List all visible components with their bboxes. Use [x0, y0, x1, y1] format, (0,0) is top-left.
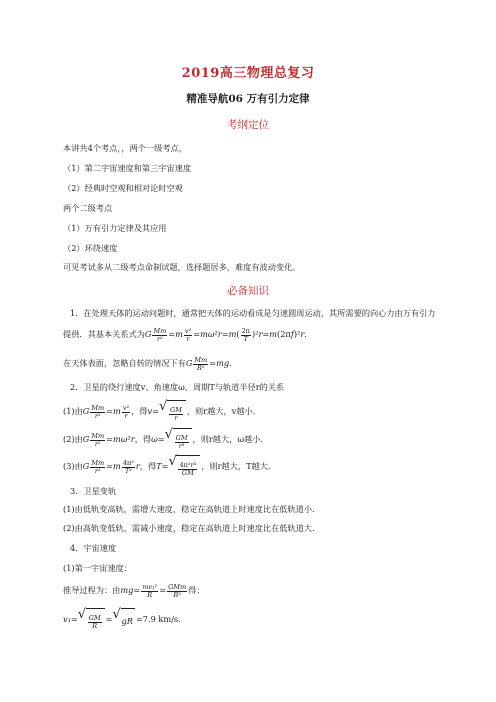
section-heading-syllabus: 考纲定位 — [227, 119, 269, 131]
knowledge-p3-title: 3．卫星变轨 — [70, 486, 117, 496]
section-heading-knowledge: 必备知识 — [227, 285, 269, 297]
p1-line2-prefix: 提供．其基本关系式为 — [63, 329, 145, 339]
knowledge-p1-line3: 在天体表面，忽略自转的情况下有G $\frac{Mm}{\text{R²}}$ =mg. — [63, 355, 232, 372]
knowledge-p2-title: 2．卫星的绕行速度v、角速度ω、周期T与轨道半径r的关系 — [70, 382, 285, 392]
knowledge-p4-result: v₁= √ $\frac{GM}{R}$ =√ gR =7.9 km/s. — [63, 608, 181, 632]
document-title: 2019高三物理总复习 — [181, 66, 315, 81]
p1-line3-prefix: 在天体表面，忽略自转的情况下有 — [63, 358, 186, 368]
syllabus-note: 可见考试多从二级考点命制试题，选择题居多，难度有波动变化。 — [63, 262, 301, 272]
syllabus-level2-item-2: （2）环绕速度 — [63, 243, 118, 253]
knowledge-p2-item3: (3)由G $\frac{Mm}{\text{r²}}$ =m $\frac{\text{4π²}}{\text{T²}}$ r，得T= √ $\frac{\text{4π²r³}}{GM}$ ，则r越大，T越大. — [63, 455, 271, 479]
knowledge-p3-item1: (1)由低轨变高轨，需增大速度，稳定在高轨道上时速度比在低轨道小. — [63, 504, 315, 514]
knowledge-p1-line1: 1．在处理天体的运动问题时，通常把天体的运动看成是匀速圆周运动，其所需要的向心力由万有引力 — [70, 308, 436, 318]
knowledge-p1-line2: 提供．其基本关系式为G $\frac{Mm}{\text{r²}}$ =m $\frac{\text{v²}}{r}$ =mω²r=m( $\frac{2\pi}{T}$ )²r=m(2πf)²r. — [63, 326, 307, 343]
knowledge-p2-item1: (1)由G $\frac{Mm}{\text{r²}}$ =m $\frac{\text{v²}}{r}$ ，得v= √ $\frac{GM}{r}$ ，则r越大，v越小. — [63, 400, 255, 424]
syllabus-level2-item-1: （1）万有引力定律及其应用 — [63, 223, 167, 233]
syllabus-level1-item-2: （2）经典时空观和相对论时空观 — [63, 183, 183, 193]
knowledge-p4-item1: (1)第一宇宙速度： — [63, 563, 132, 573]
syllabus-level2-heading: 两个二级考点 — [63, 203, 113, 213]
knowledge-p4-title: 4．宇宙速度 — [70, 543, 117, 553]
knowledge-p3-item2: (2)由高轨变低轨，需减小速度，稳定在高轨道上时速度比在低轨道大. — [63, 523, 315, 533]
knowledge-p4-derivation: 推导过程为：由mg= $\frac{\text{mv₁²}}{R}$ = $\frac{\text{GMm}}{\text{R²}}$ 得： — [63, 582, 205, 599]
syllabus-intro: 本讲共4个考点，，两个一级考点， — [63, 143, 187, 153]
document-subtitle: 精准导航06 万有引力定律 — [186, 93, 310, 105]
knowledge-p2-item2: (2)由G $\frac{Mm}{\text{r²}}$ =mω²r，得ω= √ $\frac{GM}{\text{r³}}$ ，则r越大，ω越小. — [63, 428, 263, 452]
syllabus-level1-item-1: （1）第二宇宙速度和第三宇宙速度 — [63, 163, 192, 173]
